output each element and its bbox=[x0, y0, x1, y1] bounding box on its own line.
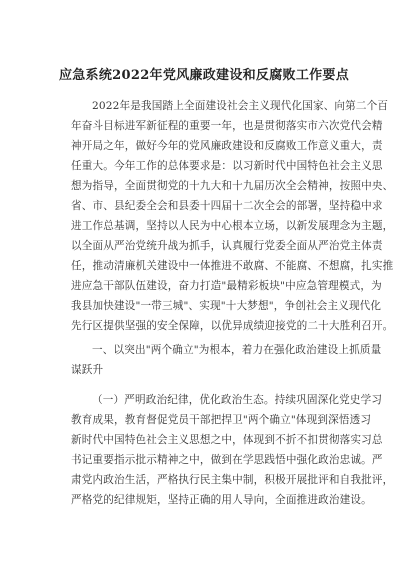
document-body bbox=[71, 96, 394, 510]
text-line: 省、市、县纪委全会和县委十四届十二次全会的部署，坚持稳中求 bbox=[71, 200, 383, 212]
text-line: 我县加快建设"一带三城"、实现"十大梦想"，争创社会主义现代化 bbox=[71, 300, 382, 312]
text-line: 新时代中国特色社会主义思想之中，体现到不折不扣贯彻落实习总 bbox=[71, 434, 383, 446]
text-line: 严格党的纪律规矩，坚持正确的用人导向，全面推进政治建设。 bbox=[71, 494, 372, 506]
text-line: 进工作总基调，坚持以人民为中心根本立场，以新发展理念为主题， bbox=[71, 220, 394, 232]
text-line: 先行区提供坚强的安全保障，以优异成绩迎接党的二十大胜利召开。 bbox=[71, 320, 394, 332]
heading-line: 一、以突出"两个确立"为根本，着力在强化政治建设上抓质量 bbox=[92, 344, 382, 356]
text-line: 进应急干部队伍建设，奋力打造"最精彩板块"中应急管理模式，为 bbox=[71, 280, 382, 292]
text-line: 肃党内政治生活，严格执行民主集中制，积极开展批评和自我批评， bbox=[71, 474, 394, 486]
text-line: 教育成果，教育督促党员干部把捍卫"两个确立"体现到深悟透习 bbox=[71, 414, 372, 426]
document-title: 应急系统2022年党风廉政建设和反腐败工作要点 bbox=[58, 68, 350, 83]
text-line: 想为指导，全面贯彻党的十九大和十九届历次全会精神，按照中央、 bbox=[71, 180, 394, 192]
text-line: 2022年是我国踏上全面建设社会主义现代化国家、向第二个百 bbox=[92, 100, 389, 112]
intro-paragraph bbox=[71, 96, 394, 336]
text-line: 以全面从严治党统升战为抓手，认真履行党委全面从严治党主体责 bbox=[71, 240, 383, 252]
text-line: 书记重要指示批示精神之中，做到在学思践悟中强化政治忠诚。严 bbox=[71, 454, 383, 466]
section-heading bbox=[71, 340, 382, 380]
text-line: 任重大。今年工作的总体要求是：以习新时代中国特色社会主义思 bbox=[71, 160, 383, 172]
text-line: 年奋斗目标进军新征程的重要一年，也是贯彻落实市六次党代会精 bbox=[71, 120, 383, 132]
paragraph-one bbox=[71, 390, 394, 510]
text-line: 任，推动清廉机关建设中一体推进不敢腐、不能腐、不想腐，扎实推 bbox=[71, 260, 394, 272]
text-line: （一）严明政治纪律，优化政治生态。持续巩固深化党史学习 bbox=[92, 394, 383, 406]
text-line: 神开局之年，做好今年的党风廉政建设和反腐败工作意义重大，责 bbox=[71, 140, 383, 152]
heading-line: 谋跃升 bbox=[71, 364, 104, 376]
